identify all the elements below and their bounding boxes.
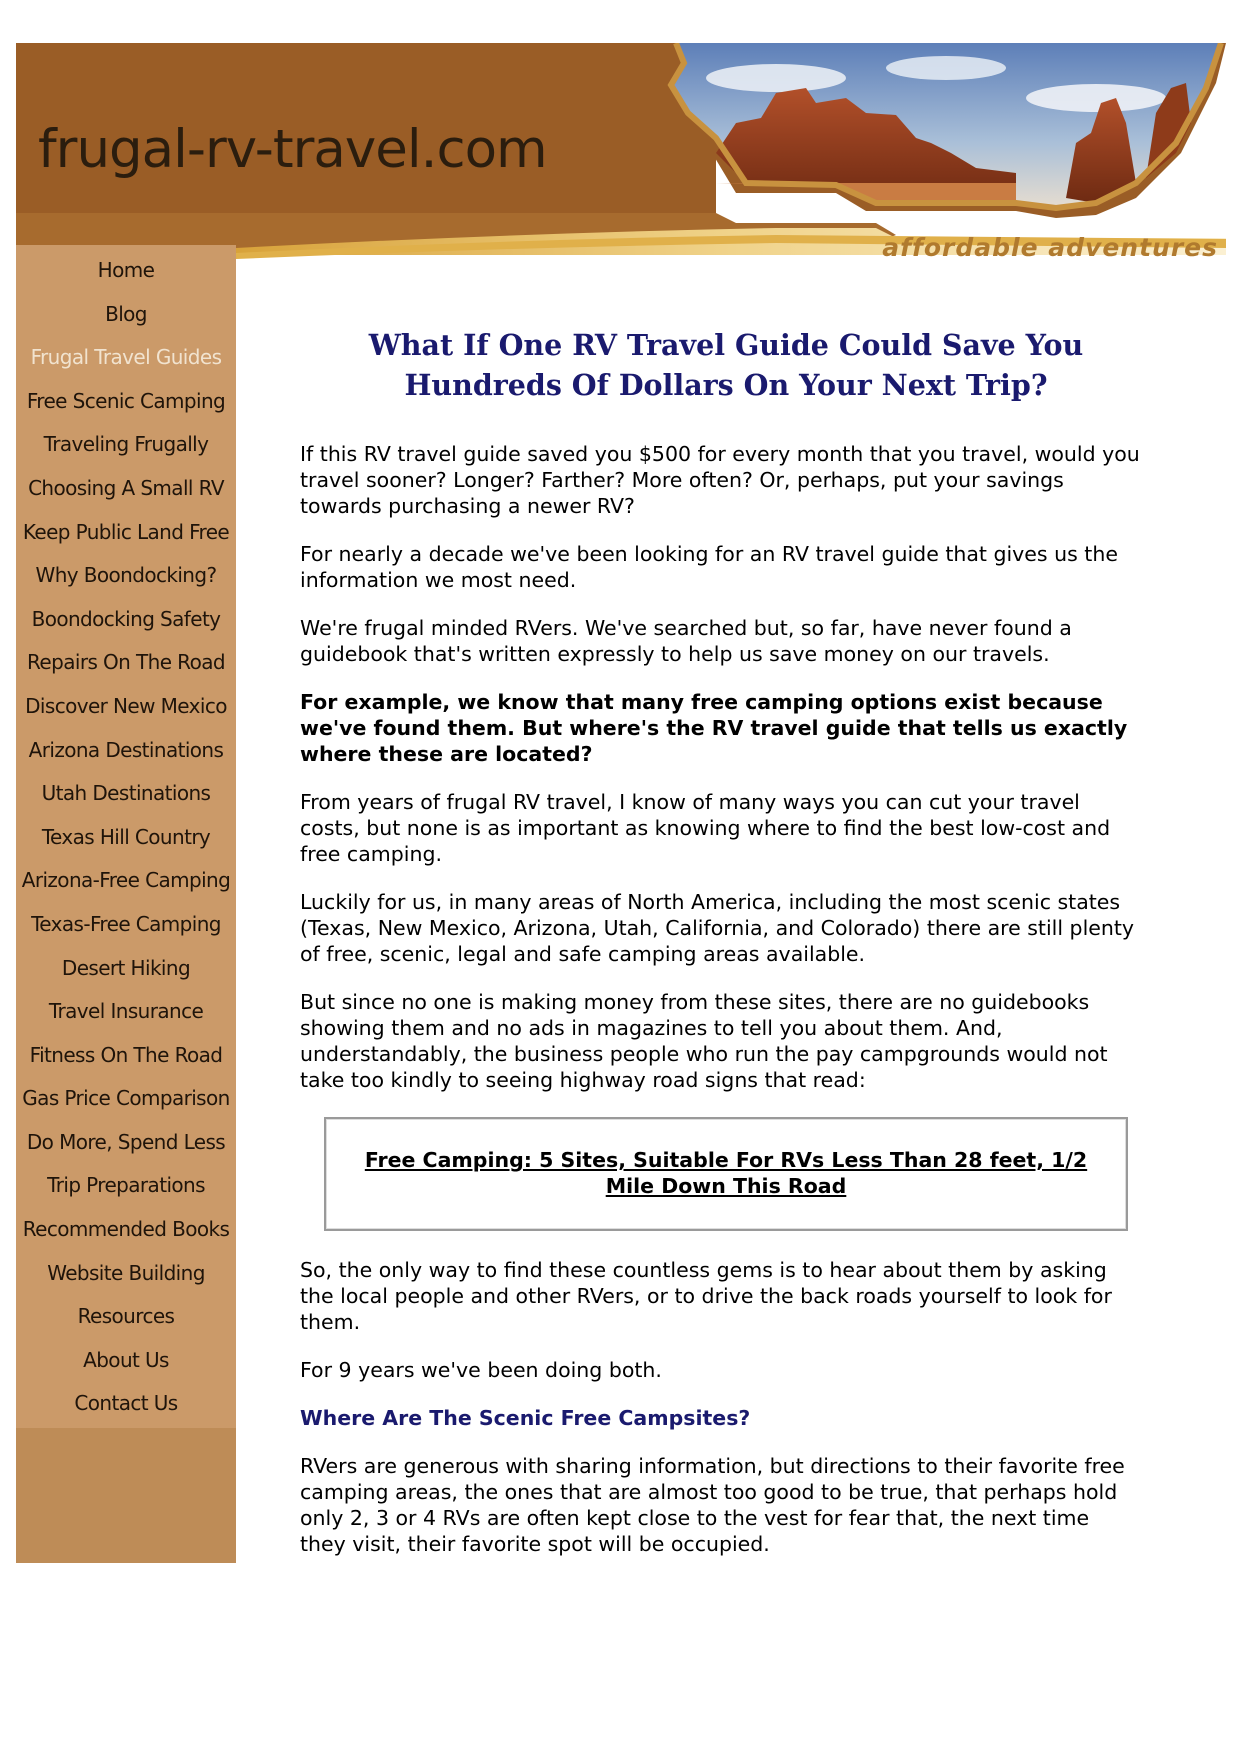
sidebar-item-website-building[interactable]: Website Building [47,1260,205,1285]
header-banner [16,43,1226,275]
paragraph-luckily: Luckily for us, in many areas of North America, including the most scenic states (Texas, New Mexico, Arizona, Utah, California, and Colorado) there are still plenty of free, scenic, legal and safe camping areas available. [300,890,1135,966]
sidebar-item-boondocking-safety[interactable]: Boondocking Safety [31,606,221,631]
sidebar-item-blog[interactable]: Blog [105,301,147,326]
sidebar-item-fitness-on-the-road[interactable]: Fitness On The Road [29,1042,223,1067]
site-tagline: affordable adventures [882,233,1218,262]
sidebar-item-gas-price-comparison[interactable]: Gas Price Comparison [22,1086,230,1111]
road-sign-callout-box [324,1117,1128,1231]
sidebar-item-traveling-frugally[interactable]: Traveling Frugally [43,432,209,457]
sidebar-item-repairs-on-the-road[interactable]: Repairs On The Road [27,650,225,675]
sidebar-item-trip-preparations[interactable]: Trip Preparations [47,1173,205,1198]
sidebar-item-discover-new-mexico[interactable]: Discover New Mexico [25,693,227,718]
sidebar-item-about-us[interactable]: About Us [83,1347,169,1372]
main-content [300,325,1140,1579]
paragraph-decade: For nearly a decade we've been looking for an RV travel guide that gives us the information we most need. [300,542,1118,592]
paragraph-years-of-travel: From years of frugal RV travel, I know of many ways you can cut your travel costs, but none is as important as knowing where to find the best low-cost and free camping. [300,790,1111,866]
sidebar-item-free-scenic-camping[interactable]: Free Scenic Camping [26,388,226,413]
sidebar-item-recommended-books[interactable]: Recommended Books [22,1217,230,1242]
sidebar-item-resources[interactable]: Resources [77,1304,175,1329]
sidebar-nav [16,245,236,1563]
sidebar-item-desert-hiking[interactable]: Desert Hiking [61,955,191,980]
sidebar-item-choosing-a-small-rv[interactable]: Choosing A Small RV [28,475,224,500]
paragraph-frugal-minded: We're frugal minded RVers. We've searched but, so far, have never found a guidebook that's written expressly to help us save money on our travels. [300,616,1072,666]
sidebar-item-keep-public-land-free[interactable]: Keep Public Land Free [22,519,230,544]
sidebar-item-arizona-free-camping[interactable]: Arizona-Free Camping [21,868,231,893]
sidebar-item-travel-insurance[interactable]: Travel Insurance [48,999,204,1024]
paragraph-only-way: So, the only way to find these countless gems is to hear about them by asking the local people and other RVers, or to drive the back roads yourself to look for them. [300,1258,1112,1334]
sidebar-item-texas-hill-country[interactable]: Texas Hill Country [41,824,211,849]
sidebar-item-utah-destinations[interactable]: Utah Destinations [41,781,211,806]
paragraph-rvers-generous: RVers are generous with sharing information, but directions to their favorite free camping areas, the ones that are almost too good to be true, that perhaps hold only 2, 3 or 4 RVs are often kept close to the vest for fear that, the next time they visit, their favorite spot will be occupied. [300,1454,1125,1556]
sidebar-item-texas-free-camping[interactable]: Texas-Free Camping [31,911,221,936]
road-sign-callout-text: Free Camping: 5 Sites, Suitable For RVs Less Than 28 feet, 1/2 Mile Down This Road [364,1148,1088,1198]
paragraph-intro: If this RV travel guide saved you $500 for every month that you travel, would you travel sooner? Longer? Farther? More often? Or, perhaps, put your savings towards purchasing a newer RV? [300,442,1140,518]
page-title: What If One RV Travel Guide Could Save You Hundreds Of Dollars On Your Next Trip? [368,328,1084,402]
sidebar-item-home[interactable]: Home [97,258,155,282]
sidebar-item-frugal-travel-guides[interactable]: Frugal Travel Guides [30,345,222,370]
nav-list [16,249,236,1426]
paragraph-example: For example, we know that many free camping options exist because we've found them. But where's the RV travel guide that tells us exactly where these are located? [300,690,1128,766]
sidebar-footer-panel [16,1428,236,1563]
sidebar-item-do-more-spend-less[interactable]: Do More, Spend Less [26,1129,226,1154]
sidebar-item-contact-us[interactable]: Contact Us [74,1391,178,1416]
section-heading-scenic-campsites: Where Are The Scenic Free Campsites? [300,1406,751,1430]
paragraph-no-money: But since no one is making money from these sites, there are no guidebooks showing them and no ads in magazines to tell you about them. And, understandably, the business people who run the pay campgrounds would not take too kindly to seeing highway road signs that read: [300,990,1108,1092]
sidebar-item-arizona-destinations[interactable]: Arizona Destinations [28,737,224,762]
site-logo-text[interactable]: frugal-rv-travel.com [38,119,547,180]
paragraph-nine-years: For 9 years we've been doing both. [300,1358,662,1382]
sidebar-item-why-boondocking[interactable]: Why Boondocking? [35,563,217,588]
